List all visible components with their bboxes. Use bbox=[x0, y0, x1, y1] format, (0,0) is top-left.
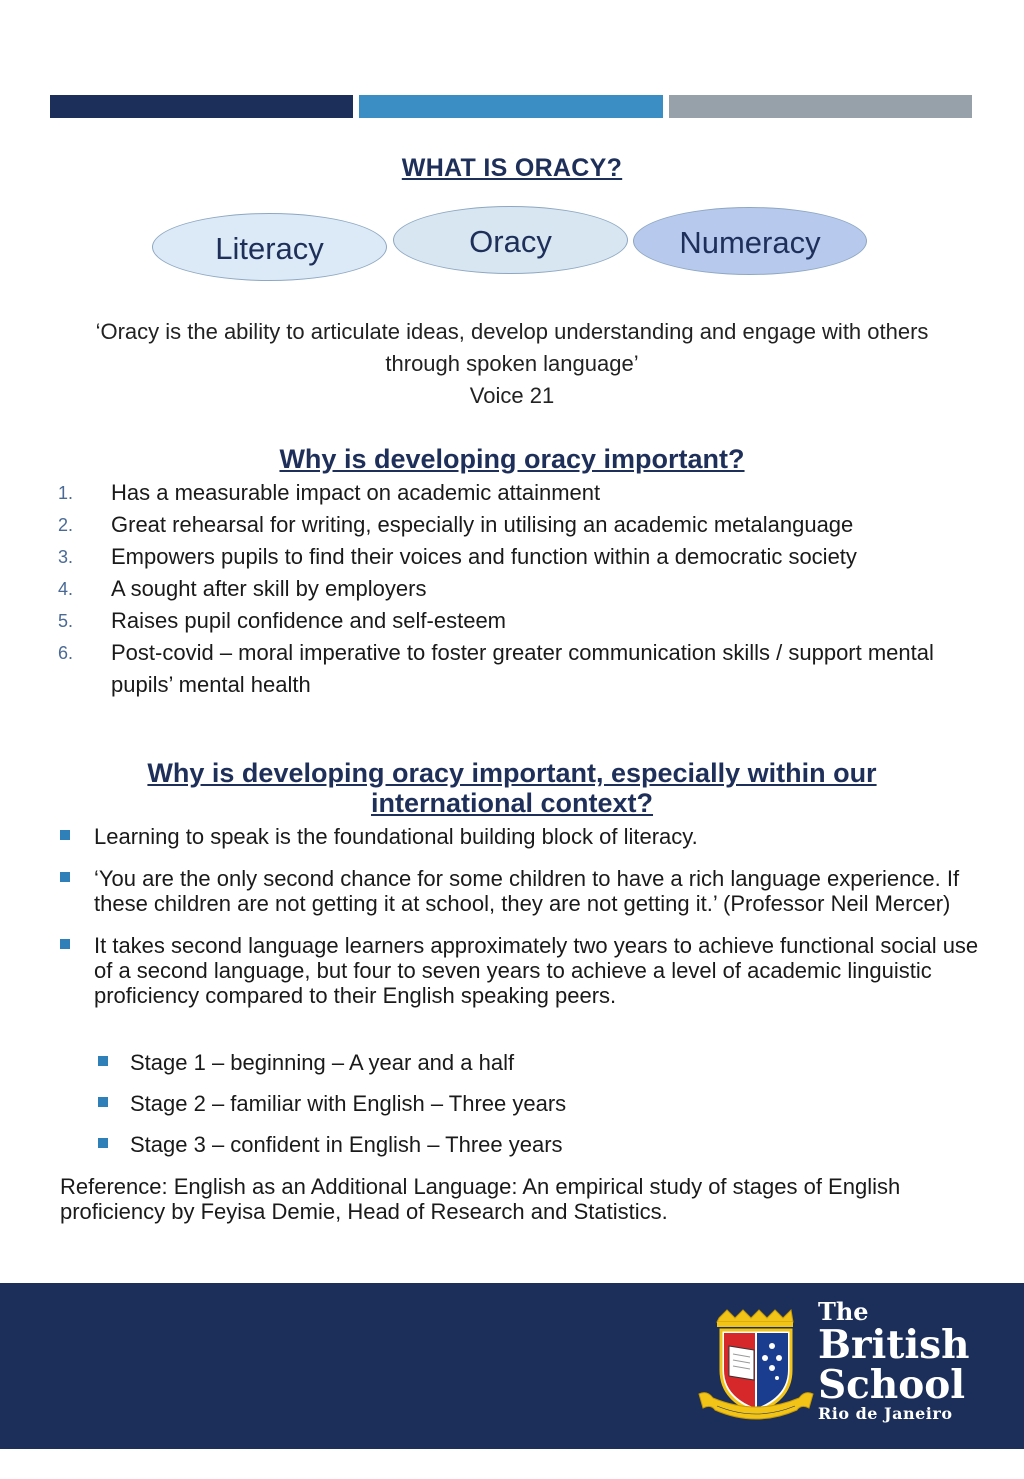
school-name-city: Rio de Janeiro bbox=[818, 1404, 953, 1423]
square-bullet-icon bbox=[60, 939, 70, 949]
heading-line: Why is developing oracy important, especially within our bbox=[147, 758, 877, 788]
bar-light-blue bbox=[359, 95, 662, 118]
list-item bbox=[58, 541, 988, 573]
bullet-item bbox=[60, 824, 980, 849]
context-bullet-list bbox=[60, 824, 980, 1008]
quote-line: through spoken language’ bbox=[385, 351, 639, 376]
reference-note: Reference: English as an Additional Language: An empirical study of stages of English proficiency by Feyisa Demie, Head of Research and Statistics. bbox=[60, 1174, 901, 1224]
page-title: WHAT IS ORACY? bbox=[401, 154, 623, 182]
list-number: 4. bbox=[58, 579, 74, 599]
school-name-the: The bbox=[818, 1297, 869, 1326]
square-bullet-icon bbox=[98, 1138, 108, 1148]
stage-item bbox=[60, 1050, 980, 1075]
bullet-item bbox=[60, 933, 980, 1008]
ellipse-label: Literacy bbox=[215, 231, 324, 266]
ellipse-oracy bbox=[393, 206, 628, 274]
heading-line: international context? bbox=[370, 788, 654, 818]
list-number: 6. bbox=[58, 643, 74, 663]
list-number: 1. bbox=[58, 483, 74, 503]
list-item bbox=[58, 477, 988, 509]
list-item bbox=[58, 573, 988, 605]
list-item bbox=[58, 637, 988, 701]
school-name-logo bbox=[818, 1299, 969, 1423]
list-item bbox=[58, 509, 988, 541]
stage-item bbox=[60, 1091, 980, 1116]
list-text: Has a measurable impact on academic attainment bbox=[111, 480, 601, 505]
list-number: 2. bbox=[58, 515, 74, 535]
ellipse-numeracy bbox=[633, 207, 867, 275]
list-text: Raises pupil confidence and self-esteem bbox=[111, 608, 507, 633]
stage-item bbox=[60, 1132, 980, 1157]
bullet-text: Learning to speak is the foundational building block of literacy. bbox=[94, 824, 698, 849]
square-bullet-icon bbox=[60, 872, 70, 882]
ellipse-label: Oracy bbox=[469, 224, 552, 259]
square-bullet-icon bbox=[60, 830, 70, 840]
section-heading-international-context bbox=[0, 758, 1024, 818]
stage-text: Stage 3 – confident in English – Three years bbox=[130, 1132, 563, 1157]
literacy-oracy-numeracy-diagram bbox=[152, 205, 872, 280]
list-number: 3. bbox=[58, 547, 74, 567]
section-heading-importance: Why is developing oracy important? bbox=[279, 444, 745, 474]
list-item bbox=[58, 605, 988, 637]
school-name-school: School bbox=[818, 1362, 966, 1408]
stage-text: Stage 2 – familiar with English – Three years bbox=[130, 1091, 567, 1116]
quote-line: ‘Oracy is the ability to articulate ideas, develop understanding and engage with others bbox=[95, 319, 929, 344]
stage-text: Stage 1 – beginning – A year and a half bbox=[130, 1050, 515, 1075]
bullet-text: It takes second language learners approximately two years to achieve functional social use of a second language, but four to seven years to achieve a level of academic linguistic proficiency compared to their English speaking peers. bbox=[94, 933, 979, 1008]
square-bullet-icon bbox=[98, 1056, 108, 1066]
bullet-item bbox=[60, 866, 980, 916]
bar-grey bbox=[669, 95, 972, 118]
list-text: Empowers pupils to find their voices and function within a democratic society bbox=[111, 544, 857, 569]
school-crest-icon bbox=[697, 1308, 815, 1428]
top-color-bars bbox=[50, 95, 972, 118]
oracy-definition-quote bbox=[40, 316, 984, 412]
quote-source: Voice 21 bbox=[469, 383, 555, 408]
square-bullet-icon bbox=[98, 1097, 108, 1107]
list-text: Post-covid – moral imperative to foster greater communication skills / support mental pupils’ mental health bbox=[111, 640, 934, 697]
footer-banner bbox=[0, 1283, 1024, 1449]
list-number: 5. bbox=[58, 611, 74, 631]
ellipse-label: Numeracy bbox=[679, 225, 821, 260]
ellipse-literacy bbox=[152, 213, 387, 281]
bullet-text: ‘You are the only second chance for some children to have a rich language experience. If these children are not getting it at school, they are not getting it.’ (Professor Neil Mercer) bbox=[94, 866, 960, 916]
list-text: A sought after skill by employers bbox=[111, 576, 427, 601]
list-text: Great rehearsal for writing, especially in utilising an academic metalanguage bbox=[111, 512, 854, 537]
school-name-british: British bbox=[818, 1322, 970, 1368]
bar-dark-blue bbox=[50, 95, 353, 118]
importance-list bbox=[58, 477, 988, 701]
stages-bullet-list bbox=[60, 1050, 980, 1157]
